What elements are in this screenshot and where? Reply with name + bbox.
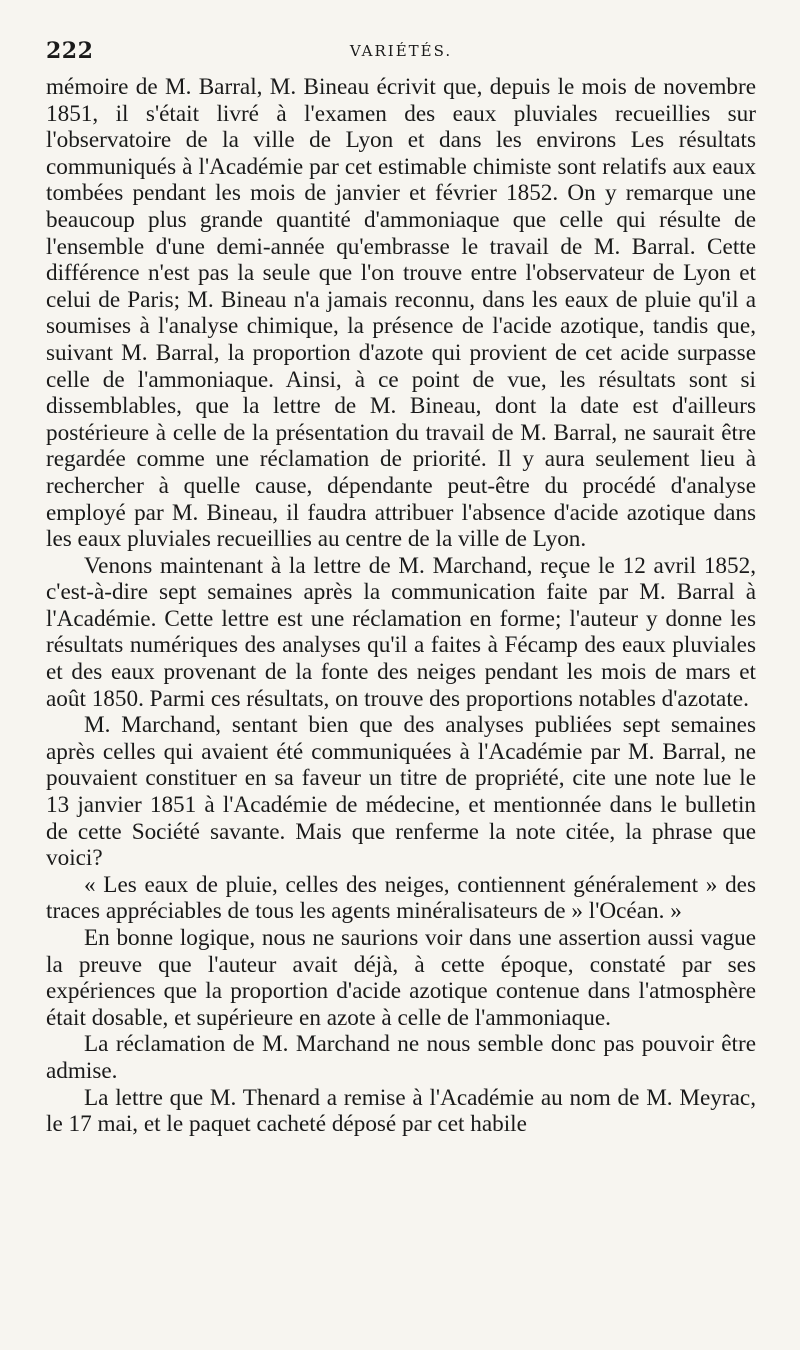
paragraph: La lettre que M. Thenard a remise à l'Académie au nom de M. Meyrac, le 17 mai, et le paquet cacheté déposé par cet habile [46,1084,756,1138]
paragraph: Venons maintenant à la lettre de M. Marchand, reçue le 12 avril 1852, c'est-à-dire sept semaines après la communication faite par M. Barral à l'Académie. Cette lettre est une réclamation en forme; l'auteur y donne les résultats numériques des analyses qu'il a faites à Fécamp des eaux pluviales et des eaux provenant de la fonte des neiges pendant les mois de mars et août 1850. Parmi ces résultats, on trouve des proportions notables d'azotate. [46,552,756,712]
page-number: 222 [46,38,94,64]
page-header [46,28,756,74]
paragraph: La réclamation de M. Marchand ne nous semble donc pas pouvoir être admise. [46,1031,756,1084]
paragraph-continuation: mémoire de M. Barral, M. Bineau écrivit que, depuis le mois de novembre 1851, il s'était livré à l'examen des eaux pluviales recueillies sur l'observatoire de la ville de Lyon et dans les environs Les résultats communiqués à l'Académie par cet estimable chimiste sont relatifs aux eaux tombées pendant les mois de janvier et février 1852. On y remarque une beaucoup plus grande quantité d'ammoniaque que celle qui résulte de l'ensemble d'une demi-année qu'embrasse le travail de M. Barral. Cette différence n'est pas la seule que l'on trouve entre l'observateur de Lyon et celui de Paris; M. Bineau n'a jamais reconnu, dans les eaux de pluie qu'il a soumises à l'analyse chimique, la présence de l'acide azotique, tandis que, suivant M. Barral, la proportion d'azote qui provient de cet acide surpasse celle de l'ammoniaque. Ainsi, à ce point de vue, les résultats sont si dissemblables, que la lettre de M. Bineau, dont la date est d'ailleurs postérieure à celle de la présentation du travail de M. Barral, ne saurait être regardée comme une réclamation de priorité. Il y aura seulement lieu à rechercher à quelle cause, dépendante peut-être du procédé d'analyse employé par M. Bineau, il faudra attribuer l'absence d'acide azotique dans les eaux pluviales recueillies au centre de la ville de Lyon. [46,74,756,553]
paragraph: M. Marchand, sentant bien que des analyses publiées sept semaines après celles qui avaient été communiquées à l'Académie par M. Barral, ne pouvaient constituer en sa faveur un titre de propriété, cite une note lue le 13 janvier 1851 à l'Académie de médecine, et mentionnée dans le bulletin de cette Société savante. Mais que renferme la note citée, la phrase que voici? [46,712,756,872]
paragraph: En bonne logique, nous ne saurions voir dans une assertion aussi vague la preuve que l'auteur avait déjà, à cette époque, constaté par ses expériences que la proportion d'acide azotique contenue dans l'atmosphère était dosable, et supérieure en azote à celle de l'ammoniaque. [46,925,756,1031]
quotation: « Les eaux de pluie, celles des neiges, contiennent généralement » des traces appréciables de tous les agents minéralisateurs de » l'Océan. » [46,871,756,925]
running-head: VARIÉTÉS. [349,42,453,60]
body-text [46,74,756,1138]
